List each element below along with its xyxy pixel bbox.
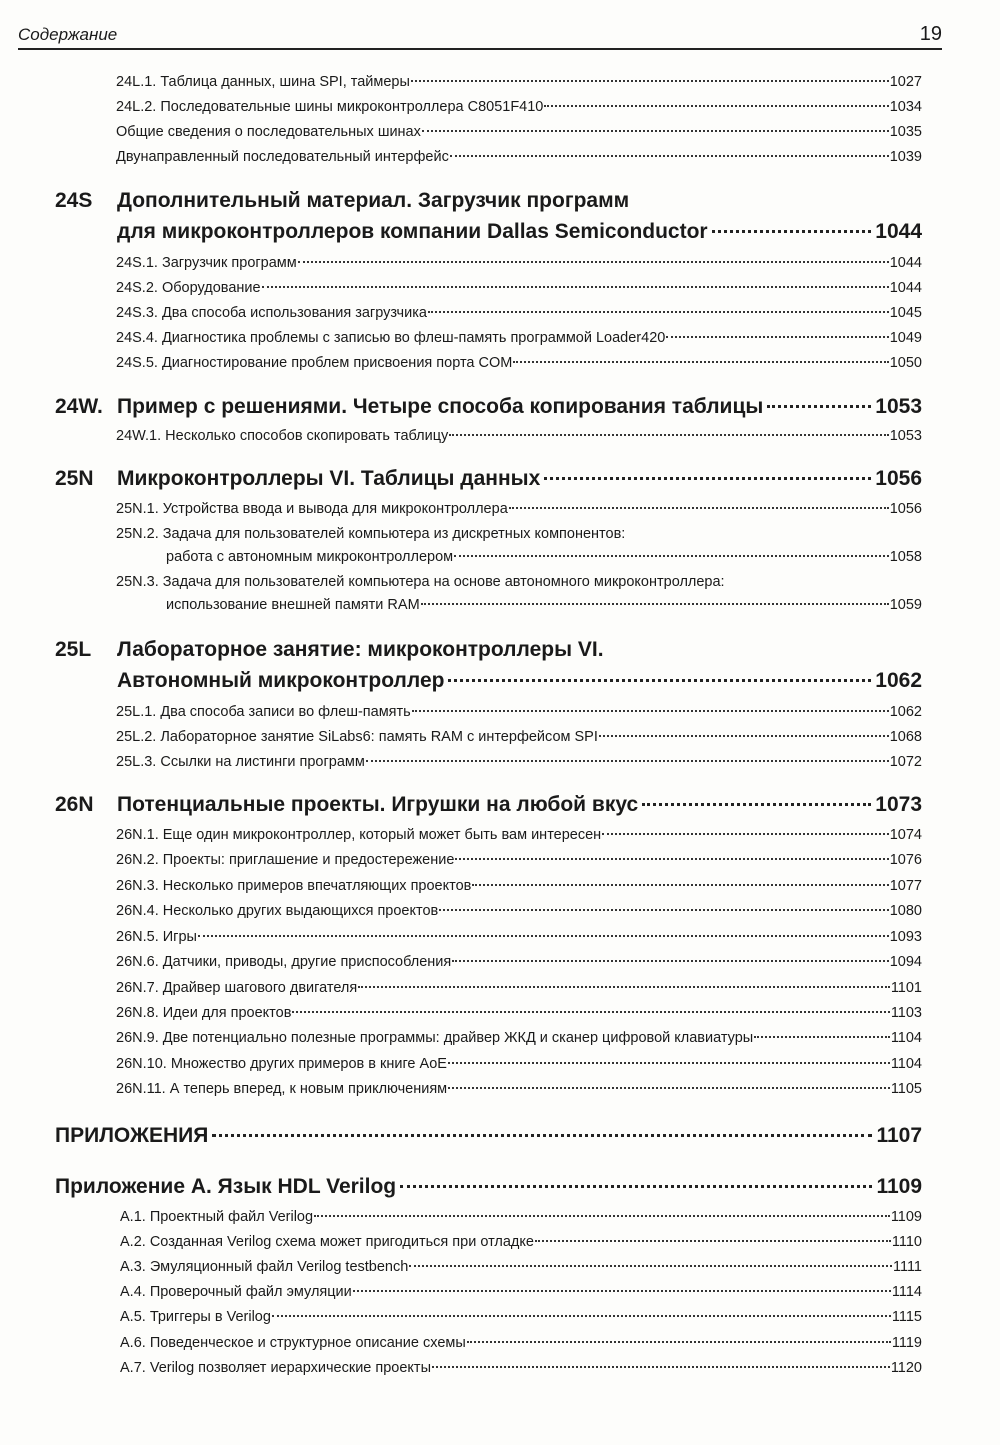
entry-page-number: 1114: [891, 1284, 922, 1300]
toc-entry[interactable]: [116, 727, 922, 747]
dot-leader: [412, 710, 889, 712]
entry-page-number: 1039: [889, 149, 922, 165]
toc-entry[interactable]: [116, 876, 922, 896]
entry-page-number: 1027: [889, 74, 922, 90]
dot-leader: [439, 909, 888, 911]
entry-page-number: 1103: [890, 1005, 922, 1021]
toc-entry[interactable]: [116, 147, 922, 167]
entry-page-number: 1109: [876, 1175, 922, 1198]
toc-entry[interactable]: [116, 572, 922, 592]
entry-title: A.5. Триггеры в Verilog: [120, 1309, 271, 1325]
dot-leader: [513, 361, 888, 363]
entry-page-number: 1076: [889, 852, 922, 868]
entry-title: 26N.4. Несколько других выдающихся проектов: [116, 903, 439, 919]
entry-page-number: 1110: [891, 1234, 922, 1250]
entry-page-number: 1035: [889, 124, 922, 140]
entry-title: 25N.3. Задача для пользователей компьютера на основе автономного микроконтроллера:: [116, 574, 725, 590]
entry-title: 26N.9. Две потенциально полезные программы: драйвер ЖКД и сканер цифровой клавиатуры: [116, 1030, 754, 1046]
entry-title: 26N.7. Драйвер шагового двигателя: [116, 980, 358, 996]
appendix-a-heading[interactable]: [55, 1173, 922, 1200]
entry-title: 24L.1. Таблица данных, шина SPI, таймеры: [116, 74, 410, 90]
entry-page-number: 1080: [889, 903, 922, 919]
header-page-number: 19: [919, 23, 942, 45]
toc-entry[interactable]: [116, 1003, 922, 1023]
entry-title: 26N.11. А теперь вперед, к новым приключениям: [116, 1081, 448, 1097]
dot-leader: [509, 507, 889, 509]
dot-leader: [642, 803, 871, 806]
entry-page-number: 1077: [889, 878, 922, 894]
entry-title: Общие сведения о последовательных шинах: [116, 124, 421, 140]
dot-leader: [366, 760, 889, 762]
toc-entry-continued[interactable]: [166, 595, 922, 615]
entry-page-number: 1053: [889, 428, 922, 444]
toc-entry[interactable]: [116, 253, 922, 273]
entry-page-number: 1056: [875, 467, 922, 490]
toc-entry[interactable]: [116, 1079, 922, 1099]
entry-title: 26N.6. Датчики, приводы, другие приспособления: [116, 954, 452, 970]
entry-page-number: 1093: [889, 929, 922, 945]
dot-leader: [472, 884, 888, 886]
entry-title: 26N.1. Еще один микроконтроллер, который может быть вам интересен: [116, 827, 602, 843]
dot-leader: [411, 80, 889, 82]
toc-entry[interactable]: [116, 499, 922, 519]
toc-entry[interactable]: [116, 978, 922, 998]
entry-page-number: 1044: [889, 255, 922, 271]
toc-entry[interactable]: [116, 97, 922, 117]
dot-leader: [767, 405, 871, 408]
entry-title: 24S.2. Оборудование: [116, 280, 261, 296]
entry-page-number: 1044: [875, 220, 922, 243]
dot-leader: [198, 935, 889, 937]
entry-title: Микроконтроллеры VI. Таблицы данных: [117, 467, 541, 490]
chapter-heading[interactable]: [55, 465, 922, 492]
entry-title: 24S.4. Диагностика проблемы с записью во флеш-память программой Loader420: [116, 330, 666, 346]
entry-title: 26N.10. Множество других примеров в книге AoE: [116, 1056, 447, 1072]
entry-title: Дополнительный материал. Загрузчик программ: [117, 189, 630, 212]
toc-entry[interactable]: [120, 1257, 922, 1277]
toc-entry[interactable]: [116, 72, 922, 92]
entry-page-number: 1044: [889, 280, 922, 296]
chapter-heading[interactable]: [55, 187, 922, 214]
chapter-number: 25L: [55, 638, 92, 661]
toc-entry[interactable]: [116, 850, 922, 870]
chapter-heading[interactable]: [55, 791, 922, 818]
toc-entry[interactable]: [116, 278, 922, 298]
entry-page-number: 1119: [891, 1335, 922, 1351]
entry-page-number: 1056: [889, 501, 922, 517]
toc-entry[interactable]: [116, 752, 922, 772]
dot-leader: [754, 1036, 890, 1038]
chapter-heading-continued[interactable]: [55, 667, 922, 694]
dot-leader: [449, 434, 888, 436]
entry-page-number: 1120: [890, 1360, 922, 1376]
entry-page-number: 1053: [875, 395, 922, 418]
entry-title: 26N.3. Несколько примеров впечатляющих проектов: [116, 878, 472, 894]
entry-page-number: 1049: [889, 330, 922, 346]
dot-leader: [712, 230, 872, 233]
dot-leader: [358, 986, 890, 988]
toc-entry[interactable]: [120, 1358, 922, 1378]
toc-entry[interactable]: [116, 901, 922, 921]
entry-title: 24S.1. Загрузчик программ: [116, 255, 297, 271]
dot-leader: [454, 555, 889, 557]
entry-title: 25L.1. Два способа записи во флеш-память: [116, 704, 411, 720]
entry-page-number: 1104: [890, 1030, 922, 1046]
entry-page-number: 1105: [890, 1081, 922, 1097]
dot-leader: [450, 155, 889, 157]
toc-entry-continued[interactable]: [166, 547, 922, 567]
toc-entry[interactable]: [120, 1207, 922, 1227]
toc-entry[interactable]: [116, 1028, 922, 1048]
entry-title: 24W.1. Несколько способов скопировать таблицу: [116, 428, 449, 444]
entry-title: A.7. Verilog позволяет иерархические проекты: [120, 1360, 431, 1376]
chapter-heading[interactable]: [55, 393, 922, 420]
entry-page-number: 1068: [889, 729, 922, 745]
toc-entry[interactable]: [116, 524, 922, 544]
toc-entry[interactable]: [116, 303, 922, 323]
entry-title: использование внешней памяти RAM: [166, 597, 420, 613]
entry-title: 26N.2. Проекты: приглашение и предостережение: [116, 852, 455, 868]
dot-leader: [599, 735, 889, 737]
entry-page-number: 1062: [875, 669, 922, 692]
entry-title: A.2. Созданная Verilog схема может пригодиться при отладке: [120, 1234, 534, 1250]
entry-title: 25N.2. Задача для пользователей компьютера из дискретных компонентов:: [116, 526, 626, 542]
dot-leader: [666, 336, 888, 338]
entry-page-number: 1104: [890, 1056, 922, 1072]
dot-leader: [452, 960, 888, 962]
dot-leader: [422, 130, 889, 132]
dot-leader: [212, 1134, 872, 1137]
entry-title: A.4. Проверочный файл эмуляции: [120, 1284, 352, 1300]
entry-title: Лабораторное занятие: микроконтроллеры VI.: [117, 638, 604, 661]
entry-title: 24S.5. Диагностирование проблем присвоения порта COM: [116, 355, 513, 371]
entry-page-number: 1115: [891, 1309, 922, 1325]
toc-entry[interactable]: [116, 825, 922, 845]
dot-leader: [262, 286, 889, 288]
dot-leader: [353, 1290, 891, 1292]
toc-entry[interactable]: [116, 702, 922, 722]
dot-leader: [448, 1062, 890, 1064]
dot-leader: [448, 679, 871, 682]
toc-entry[interactable]: [116, 1054, 922, 1074]
entry-title: для микроконтроллеров компании Dallas Semiconductor: [117, 220, 708, 243]
toc-entry[interactable]: [120, 1282, 922, 1302]
dot-leader: [428, 311, 889, 313]
entry-title: Автономный микроконтроллер: [117, 669, 445, 692]
entry-title: 26N.5. Игры: [116, 929, 197, 945]
entry-page-number: 1062: [889, 704, 922, 720]
entry-title: 24S.3. Два способа использования загрузчика: [116, 305, 427, 321]
running-header: [18, 22, 942, 50]
entry-page-number: 1058: [889, 549, 922, 565]
entry-title: Потенциальные проекты. Игрушки на любой вкус: [117, 793, 639, 816]
toc-entry[interactable]: [116, 952, 922, 972]
dot-leader: [298, 261, 889, 263]
entry-title: Приложение А. Язык HDL Verilog: [55, 1175, 397, 1198]
toc-entry[interactable]: [116, 353, 922, 373]
dot-leader: [544, 105, 888, 107]
entry-page-number: 1107: [876, 1124, 922, 1147]
entry-page-number: 1074: [889, 827, 922, 843]
entry-title: 25L.3. Ссылки на листинги программ: [116, 754, 365, 770]
entry-title: A.6. Поведенческое и структурное описание схемы: [120, 1335, 466, 1351]
chapter-heading-continued[interactable]: [55, 218, 922, 245]
dot-leader: [272, 1315, 891, 1317]
entry-page-number: 1109: [890, 1209, 922, 1225]
chapter-number: 25N: [55, 467, 94, 490]
entry-page-number: 1050: [889, 355, 922, 371]
entry-page-number: 1101: [890, 980, 922, 996]
dot-leader: [400, 1185, 872, 1188]
entry-page-number: 1072: [889, 754, 922, 770]
entry-page-number: 1045: [889, 305, 922, 321]
dot-leader: [544, 477, 871, 480]
entry-title: 25N.1. Устройства ввода и вывода для микроконтроллера: [116, 501, 508, 517]
entry-title: 26N.8. Идеи для проектов: [116, 1005, 292, 1021]
toc-entry[interactable]: [120, 1232, 922, 1252]
toc-entry[interactable]: [116, 927, 922, 947]
chapter-number: 24W.: [55, 395, 103, 418]
entry-title: работа с автономным микроконтроллером: [166, 549, 454, 565]
entry-page-number: 1059: [889, 597, 922, 613]
toc-entry[interactable]: [116, 122, 922, 142]
entry-title: Пример с решениями. Четыре способа копирования таблицы: [117, 395, 764, 418]
toc-entry[interactable]: [116, 328, 922, 348]
header-title: Содержание: [18, 25, 118, 44]
dot-leader: [409, 1265, 892, 1267]
chapter-number: 26N: [55, 793, 94, 816]
entry-title: 25L.2. Лабораторное занятие SiLabs6: память RAM с интерфейсом SPI: [116, 729, 598, 745]
entry-page-number: 1111: [892, 1259, 922, 1275]
toc-entry[interactable]: [120, 1307, 922, 1327]
dot-leader: [455, 858, 888, 860]
chapter-heading[interactable]: [55, 636, 922, 663]
dot-leader: [467, 1341, 891, 1343]
dot-leader: [432, 1366, 890, 1368]
entry-title: A.1. Проектный файл Verilog: [120, 1209, 314, 1225]
dot-leader: [448, 1087, 890, 1089]
entry-title: Двунаправленный последовательный интерфейс: [116, 149, 449, 165]
entry-title: 24L.2. Последовательные шины микроконтроллера C8051F410: [116, 99, 544, 115]
dot-leader: [314, 1215, 890, 1217]
appendices-heading[interactable]: [55, 1122, 922, 1149]
entry-page-number: 1073: [875, 793, 922, 816]
dot-leader: [535, 1240, 891, 1242]
entry-page-number: 1094: [889, 954, 922, 970]
entry-title: A.3. Эмуляционный файл Verilog testbench: [120, 1259, 409, 1275]
dot-leader: [602, 833, 889, 835]
entry-title: ПРИЛОЖЕНИЯ: [55, 1124, 209, 1147]
toc-entry[interactable]: [120, 1333, 922, 1353]
dot-leader: [292, 1011, 889, 1013]
chapter-number: 24S: [55, 189, 93, 212]
entry-page-number: 1034: [889, 99, 922, 115]
toc-entry[interactable]: [116, 426, 922, 446]
dot-leader: [421, 603, 889, 605]
